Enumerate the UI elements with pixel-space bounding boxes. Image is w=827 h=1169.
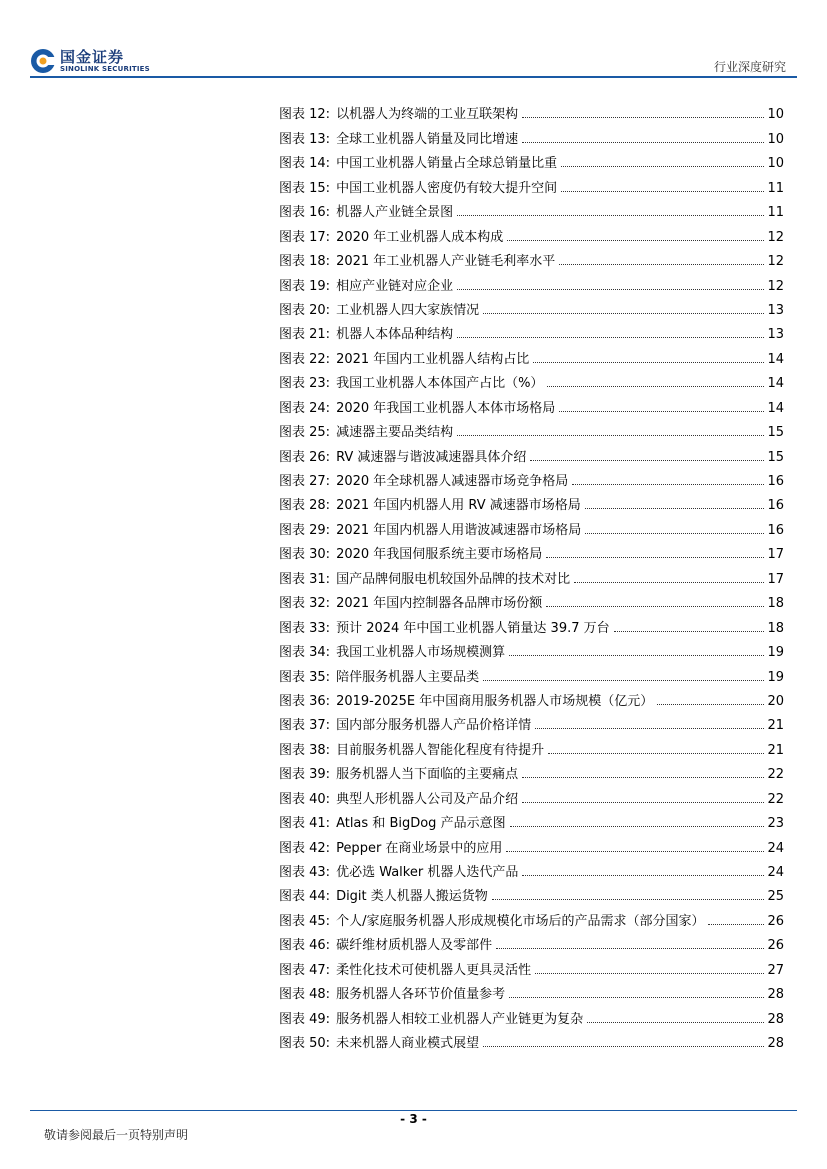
logo-name-cn: 国金证券 — [60, 48, 125, 66]
toc-entry-page: 28 — [767, 1011, 784, 1027]
toc-entry[interactable] — [279, 245, 784, 269]
toc-entry[interactable] — [279, 685, 784, 709]
toc-entry-label: 图表 47: — [279, 962, 331, 978]
toc-entry-page: 16 — [767, 474, 784, 489]
toc-entry-label: 图表 34: — [279, 645, 331, 661]
toc-entry-page: 27 — [767, 962, 784, 978]
toc-entry[interactable] — [279, 709, 784, 733]
toc-entry-title: 2021 年国内工业机器人结构占比 — [336, 351, 530, 367]
toc-entry-label: 图表 14: — [279, 156, 331, 172]
toc-entry-page: 18 — [767, 596, 784, 612]
toc-dot-leader — [657, 704, 764, 705]
toc-dot-leader — [522, 802, 764, 803]
toc-entry[interactable] — [279, 1027, 784, 1051]
toc-entry-page: 14 — [767, 400, 784, 416]
toc-entry-page: 11 — [767, 205, 784, 221]
toc-entry-title: 未来机器人商业模式展望 — [336, 1036, 480, 1052]
toc-entry-title: 典型人形机器人公司及产品介绍 — [336, 791, 519, 807]
toc-dot-leader — [483, 313, 764, 314]
toc-entry-title: 服务机器人当下面临的主要痛点 — [336, 767, 519, 783]
toc-entry-label: 图表 37: — [279, 718, 331, 734]
toc-entry-label: 图表 13: — [279, 131, 331, 147]
toc-entry-label: 图表 21: — [279, 327, 331, 343]
toc-entry[interactable] — [279, 147, 784, 171]
toc-entry-label: 图表 32: — [279, 596, 331, 612]
toc-entry-label: 图表 48: — [279, 987, 331, 1003]
toc-entry-page: 16 — [767, 522, 784, 538]
toc-entry[interactable] — [279, 636, 784, 660]
toc-dot-leader — [522, 142, 764, 143]
header-divider — [30, 76, 797, 78]
toc-dot-leader — [587, 1022, 764, 1023]
toc-entry-title: 我国工业机器人本体国产占比（%） — [336, 376, 544, 392]
toc-entry-label: 图表 15: — [279, 180, 331, 196]
toc-entry-page: 14 — [767, 376, 784, 392]
toc-entry-title: 预计 2024 年中国工业机器人销量达 39.7 万台 — [336, 620, 610, 636]
logo-emblem-icon — [30, 48, 56, 74]
toc-entry-label: 图表 39: — [279, 767, 331, 783]
toc-entry-title: 全球工业机器人销量及同比增速 — [336, 131, 519, 147]
toc-entry-label: 图表 24: — [279, 400, 331, 416]
toc-entry-title: 2021 年国内机器人用谐波减速器市场格局 — [336, 522, 582, 538]
toc-entry-title: 国产品牌伺服电机较国外品牌的技术对比 — [336, 571, 571, 587]
toc-dot-leader — [522, 777, 764, 778]
toc-dot-leader — [506, 851, 764, 852]
toc-entry[interactable] — [279, 98, 784, 122]
toc-entry-label: 图表 25: — [279, 425, 331, 441]
disclaimer: 敬请参阅最后一页特别声明 — [44, 1128, 189, 1142]
toc-entry-label: 图表 19: — [279, 278, 331, 294]
toc-entry[interactable] — [279, 489, 784, 513]
toc-entry[interactable] — [279, 807, 784, 831]
toc-dot-leader — [496, 948, 764, 949]
toc-entry[interactable] — [279, 513, 784, 537]
toc-entry-label: 图表 46: — [279, 938, 331, 954]
toc-entry-page: 15 — [767, 425, 784, 441]
toc-entry[interactable] — [279, 538, 784, 562]
toc-entry-title: RV 减速器与谐波减速器具体介绍 — [336, 449, 527, 465]
toc-entry-page: 22 — [767, 791, 784, 807]
toc-dot-leader — [492, 899, 765, 900]
toc-entry-page: 10 — [767, 131, 784, 147]
toc-entry-title: 服务机器人各环节价值量参考 — [336, 987, 506, 1003]
toc-entry[interactable] — [279, 342, 784, 366]
toc-entry-page: 12 — [767, 229, 784, 245]
toc-entry[interactable] — [279, 465, 784, 489]
toc-entry[interactable] — [279, 122, 784, 146]
toc-entry-title: 减速器主要品类结构 — [336, 425, 454, 441]
toc-entry-title: 陪伴服务机器人主要品类 — [336, 669, 480, 685]
toc-entry-title: 我国工业机器人市场规模测算 — [336, 645, 506, 661]
toc-entry[interactable] — [279, 758, 784, 782]
toc-dot-leader — [546, 606, 764, 607]
logo-name-en: SINOLINK SECURITIES — [60, 65, 150, 73]
toc-entry[interactable] — [279, 171, 784, 195]
toc-entry-label: 图表 17: — [279, 229, 331, 245]
toc-entry-page: 10 — [767, 156, 784, 172]
toc-entry-label: 图表 49: — [279, 1011, 331, 1027]
toc-entry[interactable] — [279, 587, 784, 611]
toc-entry-title: 2020 年我国工业机器人本体市场格局 — [336, 400, 556, 416]
toc-entry-page: 26 — [767, 938, 784, 954]
toc-entry-title: 2020 年我国伺服系统主要市场格局 — [336, 547, 543, 563]
toc-entry-page: 17 — [767, 547, 784, 563]
toc-entry-page: 13 — [767, 302, 784, 318]
document-type: 行业深度研究 — [713, 60, 786, 74]
toc-entry-label: 图表 33: — [279, 620, 331, 636]
toc-dot-leader — [708, 924, 764, 925]
toc-entry-page: 17 — [767, 571, 784, 587]
toc-entry-page: 10 — [767, 107, 784, 123]
toc-entry[interactable] — [279, 220, 784, 244]
toc-entry-label: 图表 28: — [279, 498, 331, 514]
toc-dot-leader — [535, 973, 764, 974]
toc-entry[interactable] — [279, 440, 784, 464]
toc-dot-leader — [522, 875, 764, 876]
toc-entry-title: 以机器人为终端的工业互联架构 — [336, 107, 519, 123]
toc-entry-label: 图表 50: — [279, 1036, 331, 1052]
toc-dot-leader — [509, 655, 764, 656]
toc-entry-title: 优必选 Walker 机器人迭代产品 — [336, 865, 519, 880]
toc-entry-label: 图表 30: — [279, 547, 331, 563]
toc-dot-leader — [457, 435, 764, 436]
toc-entry-label: 图表 18: — [279, 254, 331, 270]
company-logo — [30, 46, 170, 76]
toc-dot-leader — [572, 484, 764, 485]
toc-dot-leader — [561, 191, 764, 192]
toc-entry-page: 23 — [767, 816, 784, 832]
toc-entry-page: 15 — [767, 449, 784, 465]
toc-entry-label: 图表 35: — [279, 669, 331, 685]
toc-entry-label: 图表 16: — [279, 205, 331, 221]
toc-entry-page: 13 — [767, 327, 784, 343]
toc-entry[interactable] — [279, 294, 784, 318]
toc-entry-page: 12 — [767, 278, 784, 294]
toc-entry-label: 图表 36: — [279, 693, 331, 709]
toc-entry-label: 图表 26: — [279, 449, 331, 465]
toc-entry-title: 机器人产业链全景图 — [336, 205, 454, 221]
toc-entry-page: 22 — [767, 767, 784, 783]
toc-entry-page: 28 — [767, 987, 784, 1003]
toc-entry-page: 24 — [767, 865, 784, 880]
toc-dot-leader — [614, 631, 765, 632]
toc-entry-label: 图表 31: — [279, 571, 331, 587]
toc-entry[interactable] — [279, 831, 784, 855]
toc-entry-title: 碳纤维材质机器人及零部件 — [336, 938, 493, 954]
toc-entry-page: 26 — [767, 913, 784, 929]
toc-entry[interactable] — [279, 1002, 784, 1026]
toc-dot-leader — [530, 460, 764, 461]
toc-entry-title: 服务机器人相较工业机器人产业链更为复杂 — [336, 1011, 584, 1027]
toc-dot-leader — [585, 508, 765, 509]
toc-entry-title: 相应产业链对应企业 — [336, 278, 454, 294]
toc-entry-label: 图表 38: — [279, 742, 331, 758]
toc-dot-leader — [533, 362, 764, 363]
toc-entry-page: 25 — [767, 889, 784, 905]
toc-entry-label: 图表 43: — [279, 865, 331, 880]
toc-entry-page: 18 — [767, 620, 784, 636]
toc-dot-leader — [574, 582, 764, 583]
toc-entry-title: 工业机器人四大家族情况 — [336, 302, 480, 318]
toc-entry-page: 21 — [767, 742, 784, 758]
toc-entry-page: 12 — [767, 254, 784, 270]
page-header — [0, 0, 827, 80]
toc-entry[interactable] — [279, 562, 784, 586]
toc-entry[interactable] — [279, 880, 784, 904]
toc-entry-title: 2020 年工业机器人成本构成 — [336, 229, 504, 245]
toc-dot-leader — [507, 240, 764, 241]
toc-entry-label: 图表 41: — [279, 816, 331, 832]
toc-entry-page: 21 — [767, 718, 784, 734]
toc-entry[interactable] — [279, 953, 784, 977]
toc-entry-title: 2019-2025E 年中国商用服务机器人市场规模（亿元） — [336, 693, 654, 709]
toc-entry-title: Atlas 和 BigDog 产品示意图 — [336, 816, 506, 832]
toc-entry-title: 中国工业机器人密度仍有较大提升空间 — [336, 180, 558, 196]
toc-dot-leader — [548, 753, 764, 754]
toc-entry-title: 2020 年全球机器人减速器市场竞争格局 — [336, 474, 569, 489]
toc-entry[interactable] — [279, 416, 784, 440]
toc-dot-leader — [535, 728, 764, 729]
toc-dot-leader — [483, 680, 764, 681]
toc-entry-page: 19 — [767, 669, 784, 685]
toc-entry-title: 2021 年国内控制器各品牌市场份额 — [336, 596, 543, 612]
toc-entry-label: 图表 42: — [279, 840, 331, 856]
toc-dot-leader — [559, 264, 764, 265]
toc-dot-leader — [547, 386, 764, 387]
toc-entry-page: 14 — [767, 351, 784, 367]
page-number: - 3 - — [400, 1112, 427, 1126]
toc-dot-leader — [457, 289, 764, 290]
toc-entry[interactable] — [279, 660, 784, 684]
toc-entry-label: 图表 23: — [279, 376, 331, 392]
toc-entry-label: 图表 45: — [279, 913, 331, 929]
toc-entry-title: 国内部分服务机器人产品价格详情 — [336, 718, 532, 734]
toc-entry[interactable] — [279, 611, 784, 635]
toc-entry-title: 机器人本体品种结构 — [336, 327, 454, 343]
toc-dot-leader — [510, 826, 765, 827]
toc-dot-leader — [457, 215, 764, 216]
toc-entry[interactable] — [279, 391, 784, 415]
toc-entry-title: 2021 年国内机器人用 RV 减速器市场格局 — [336, 498, 581, 514]
toc-entry-page: 19 — [767, 645, 784, 661]
toc-entry[interactable] — [279, 196, 784, 220]
toc-entry-title: 2021 年工业机器人产业链毛利率水平 — [336, 254, 556, 270]
toc-entry-page: 16 — [767, 498, 784, 514]
toc-entry-title: 中国工业机器人销量占全球总销量比重 — [336, 156, 558, 172]
toc-entry[interactable] — [279, 269, 784, 293]
toc-dot-leader — [559, 411, 764, 412]
toc-entry-page: 28 — [767, 1036, 784, 1052]
toc-entry-title: 柔性化技术可使机器人更具灵活性 — [336, 962, 532, 978]
toc-entry-label: 图表 22: — [279, 351, 331, 367]
toc-entry[interactable] — [279, 782, 784, 806]
toc-dot-leader — [561, 166, 764, 167]
footer-divider — [30, 1110, 797, 1111]
toc-entry-title: 个人/家庭服务机器人形成规模化市场后的产品需求（部分国家） — [336, 913, 705, 929]
toc-dot-leader — [483, 1046, 764, 1047]
toc-entry-label: 图表 29: — [279, 522, 331, 538]
toc-entry[interactable] — [279, 978, 784, 1002]
toc-entry[interactable] — [279, 733, 784, 757]
toc-entry-label: 图表 20: — [279, 302, 331, 318]
toc-entry-title: Digit 类人机器人搬运货物 — [336, 889, 488, 905]
toc-entry[interactable] — [279, 929, 784, 953]
toc-entry-page: 20 — [767, 693, 784, 709]
toc-entry[interactable] — [279, 318, 784, 342]
toc-dot-leader — [522, 117, 764, 118]
toc-entry-page: 24 — [767, 840, 784, 856]
toc-entry-label: 图表 40: — [279, 791, 331, 807]
toc-entry-label: 图表 12: — [279, 107, 331, 123]
toc-dot-leader — [546, 557, 764, 558]
toc-entry[interactable] — [279, 904, 784, 928]
figure-list — [279, 98, 784, 1051]
toc-entry-label: 图表 44: — [279, 889, 331, 905]
toc-entry-label: 图表 27: — [279, 474, 331, 489]
toc-entry[interactable] — [279, 367, 784, 391]
toc-entry-title: 目前服务机器人智能化程度有待提升 — [336, 742, 545, 758]
toc-entry[interactable] — [279, 856, 784, 880]
toc-dot-leader — [585, 533, 764, 534]
toc-entry-title: Pepper 在商业场景中的应用 — [336, 840, 503, 856]
toc-entry-page: 11 — [767, 180, 784, 196]
toc-dot-leader — [509, 997, 764, 998]
toc-dot-leader — [457, 337, 764, 338]
